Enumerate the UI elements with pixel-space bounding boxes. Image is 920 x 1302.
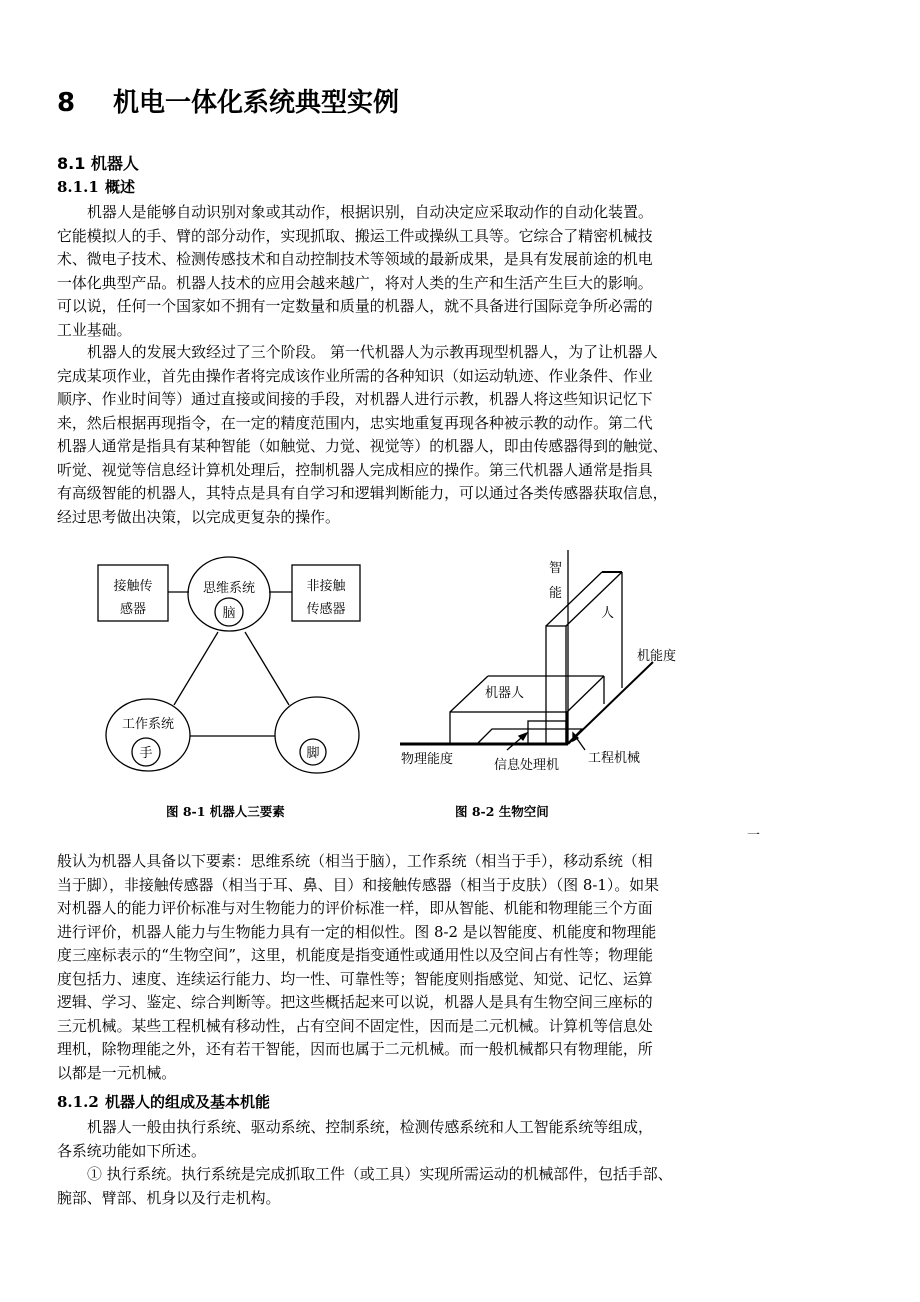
label: 工程机械	[588, 751, 641, 766]
label: 传感器	[306, 602, 346, 617]
text-line: 当于脚），非接触传感器（相当于耳、鼻、目）和接触传感器（相当于皮肤）（图 8-1）。如果	[57, 875, 659, 894]
subsection-title: 机器人的组成及基本机能	[105, 1093, 271, 1111]
label: 思维系统	[202, 581, 256, 596]
label: 智	[549, 561, 563, 576]
text-line: 机器人一般由执行系统、驱动系统、控制系统，检测传感系统和人工智能系统等组成，	[87, 1118, 653, 1136]
text-line: 完成某项作业，首先由操作者将完成该作业所需的各种知识（如运动轨迹、作业条件、作业	[57, 366, 653, 385]
figure-2-caption: 图 8-2 生物空间	[455, 804, 549, 819]
text-line: 机器人是能够自动识别对象或其动作，根据识别，自动决定应采取动作的自动化装置。	[87, 203, 653, 221]
label: 机能度	[637, 649, 677, 664]
text-line: 机器人通常是指具有某种智能（如触觉、力觉、视觉等）的机器人，即由传感器得到的触觉、	[57, 437, 668, 455]
text-line: 顺序、作业时间等）通过直接或间接的手段，对机器人进行示教，机器人将这些知识记忆下	[57, 390, 653, 408]
text-line: 逻辑、学习、鉴定、综合判断等。把这些概括起来可以说，机器人是具有生物空间三座标的	[57, 993, 653, 1011]
label: 机器人	[485, 686, 525, 701]
label: 脑	[222, 606, 236, 621]
text-line: 有高级智能的机器人，其特点是具有自学习和逻辑判断能力，可以通过各类传感器获取信息，	[57, 484, 668, 502]
label: 脚	[306, 746, 320, 761]
text-line: 机器人的发展大致经过了三个阶段。 第一代机器人为示教再现型机器人，为了让机器人	[87, 343, 658, 361]
text-line: 各系统功能如下所述。	[57, 1141, 206, 1160]
subsection-heading-2	[57, 1091, 270, 1115]
label: 能	[549, 586, 563, 601]
text-line: 进行评价，机器人能力与生物能力具有一定的相似性。图 8-2 是以智能度、机能度和物理能	[57, 922, 657, 941]
subsection-number: 8.1.2	[57, 1093, 99, 1111]
section-title: 机器人	[90, 154, 139, 173]
text-line: 来，然后根据再现指令，在一定的精度范围内，忠实地重复再现各种被示教的动作。第二代	[57, 413, 653, 432]
chapter-number: 8	[57, 88, 76, 118]
paragraph-elements	[57, 850, 717, 1085]
text-line: 般认为机器人具备以下要素：思维系统（相当于脑），工作系统（相当于手），移动系统（相	[57, 852, 653, 870]
text-line: 听觉、视觉等信息经计算机处理后，控制机器人完成相应的操作。第三代机器人通常是指具	[57, 460, 653, 479]
label: 接触传	[113, 579, 153, 594]
chapter-title: 机电一体化系统典型实例	[113, 88, 400, 118]
foot-circle	[275, 697, 359, 773]
page-mark: 一	[747, 828, 761, 843]
label: 信息处理机	[494, 758, 560, 773]
text-line: 三元机械。某些工程机械有移动性，占有空间不固定性，因而是二元机械。计算机等信息处	[57, 1016, 653, 1035]
text-line: 经过思考做出决策，以完成更复杂的操作。	[57, 507, 340, 526]
text-line: ① 执行系统。执行系统是完成抓取工件（或工具）实现所需运动的机械部件，包括手部、	[87, 1165, 673, 1183]
figure-1-labels	[113, 578, 346, 761]
label: 物理能度	[401, 752, 454, 767]
subsection-number: 8.1.1	[57, 178, 99, 196]
figure-1-caption: 图 8-1 机器人三要素	[166, 804, 285, 819]
mechanical-axis	[568, 662, 653, 744]
label: 感器	[119, 602, 147, 617]
text-line: 工业基础。	[57, 320, 132, 339]
paragraph-composition	[57, 1116, 717, 1210]
text-line: 可以说，任何一个国家如不拥有一定数量和质量的机器人，就不具备进行国际竞争所必需的	[57, 297, 653, 315]
text-line: 对机器人的能力评价标准与对生物能力的评价标准一样，即从智能、机能和物理能三个方面	[57, 899, 653, 917]
section-number: 8.1	[57, 154, 86, 173]
text-line: 腕部、臂部、机身以及行走机构。	[57, 1188, 281, 1207]
figure-2-bio-space	[400, 550, 653, 750]
label: 工作系统	[121, 717, 175, 732]
text-line: 理机，除物理能之外，还有若干智能，因而也属于二元机械。而一般机械都只有物理能，所	[57, 1040, 653, 1058]
figure-2-labels	[401, 561, 676, 773]
label: 人	[601, 606, 615, 621]
label: 非接触	[306, 579, 346, 594]
text-line: 以都是一元机械。	[57, 1063, 177, 1082]
text-line: 一体化典型产品。机器人技术的应用会越来越广，将对人类的生产和生活产生巨大的影响。	[57, 273, 653, 292]
subsection-title: 概述	[105, 178, 136, 196]
text-line: 度包括力、速度、连续运行能力、均一性、可靠性等；智能度则指感觉、知觉、记忆、运算	[57, 969, 653, 988]
text-line: 术、微电子技术、检测传感技术和自动控制技术等领域的最新成果，是具有发展前途的机电	[57, 250, 653, 268]
label: 手	[139, 746, 153, 761]
text-line: 度三座标表示的“生物空间”，这里，机能度是指变通性或通用性以及空间占有性等；物理能	[57, 946, 653, 964]
text-line: 它能模拟人的手、臂的部分动作，实现抓取、搬运工件或操纵工具等。它综合了精密机械技	[57, 226, 653, 245]
